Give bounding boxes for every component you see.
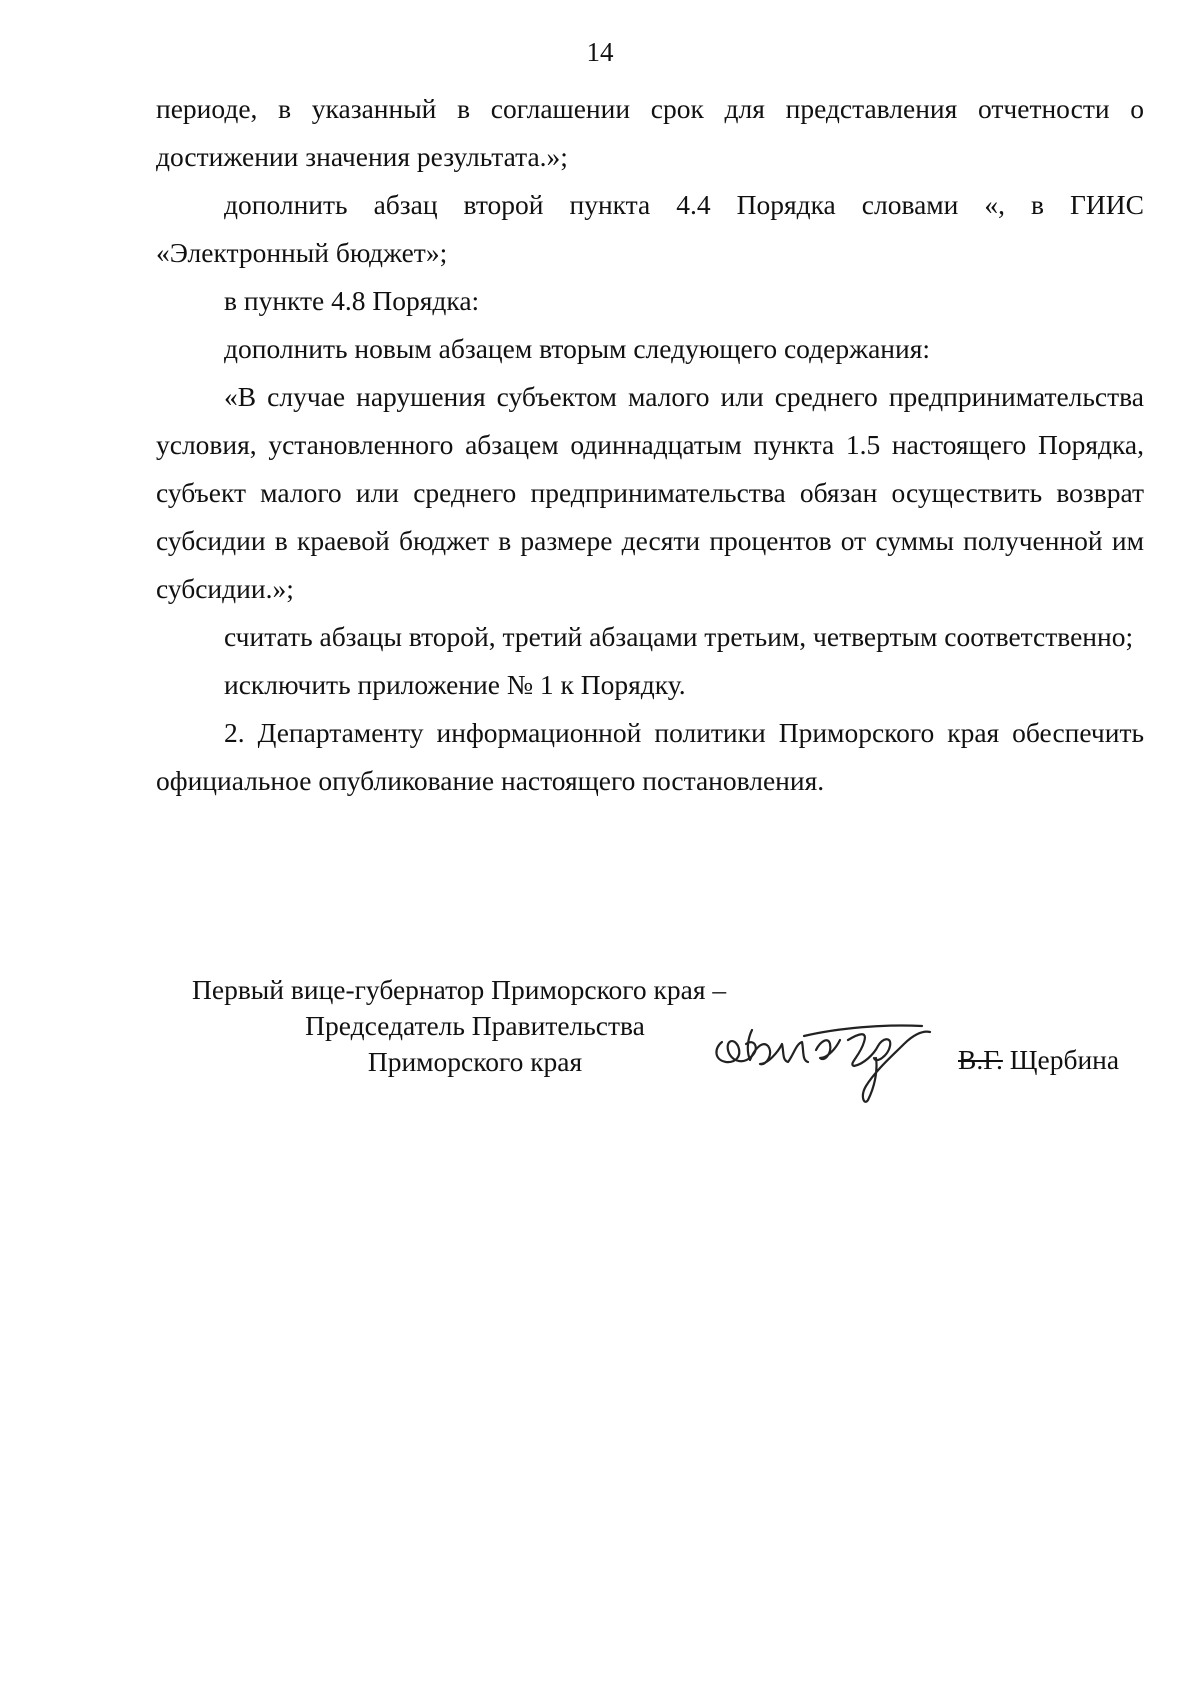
paragraph-amend-4-4: дополнить абзац второй пункта 4.4 Порядка словами «, в ГИИС «Электронный бюджет»;	[156, 189, 1144, 268]
paragraph-renumber: считать абзацы второй, третий абзацами третьим, четвертым соответственно;	[224, 621, 1134, 652]
paragraph-continuation: периоде, в указанный в соглашении срок для представления отчетности о достижении значения результата.»;	[156, 93, 1144, 172]
handwritten-signature	[708, 1000, 958, 1110]
paragraph-item-2: 2. Департаменту информационной политики Приморского края обеспечить официальное опубликование настоящего постановления.	[156, 717, 1144, 796]
signature-block	[0, 972, 1200, 1112]
paragraph-point-4-8: в пункте 4.8 Порядка:	[224, 285, 480, 316]
signer-position-line-1: Первый вице-губернатор Приморского края –	[192, 974, 727, 1005]
document-body	[156, 85, 1144, 805]
signer-position-line-2: Председатель Правительства	[305, 1010, 645, 1041]
signer-position-line-3: Приморского края	[367, 1046, 583, 1077]
signer-name	[958, 1042, 1119, 1078]
page-number: 14	[586, 37, 614, 67]
paragraph-add-new-paragraph: дополнить новым абзацем вторым следующего содержания:	[224, 333, 931, 364]
paragraph-quoted-text: «В случае нарушения субъектом малого или среднего предпринимательства условия, установленного абзацем одиннадцатым пункта 1.5 настоящего Порядка, субъект малого или среднего предпринимательства обязан осуществить возврат субсидии в краевой бюджет в размере десяти процентов от суммы полученной им субсидии.»;	[156, 381, 1144, 604]
signer-initials: В.Г.	[958, 1044, 1003, 1075]
signer-surname: Щербина	[1009, 1044, 1120, 1075]
paragraph-exclude-appendix: исключить приложение № 1 к Порядку.	[224, 669, 686, 700]
